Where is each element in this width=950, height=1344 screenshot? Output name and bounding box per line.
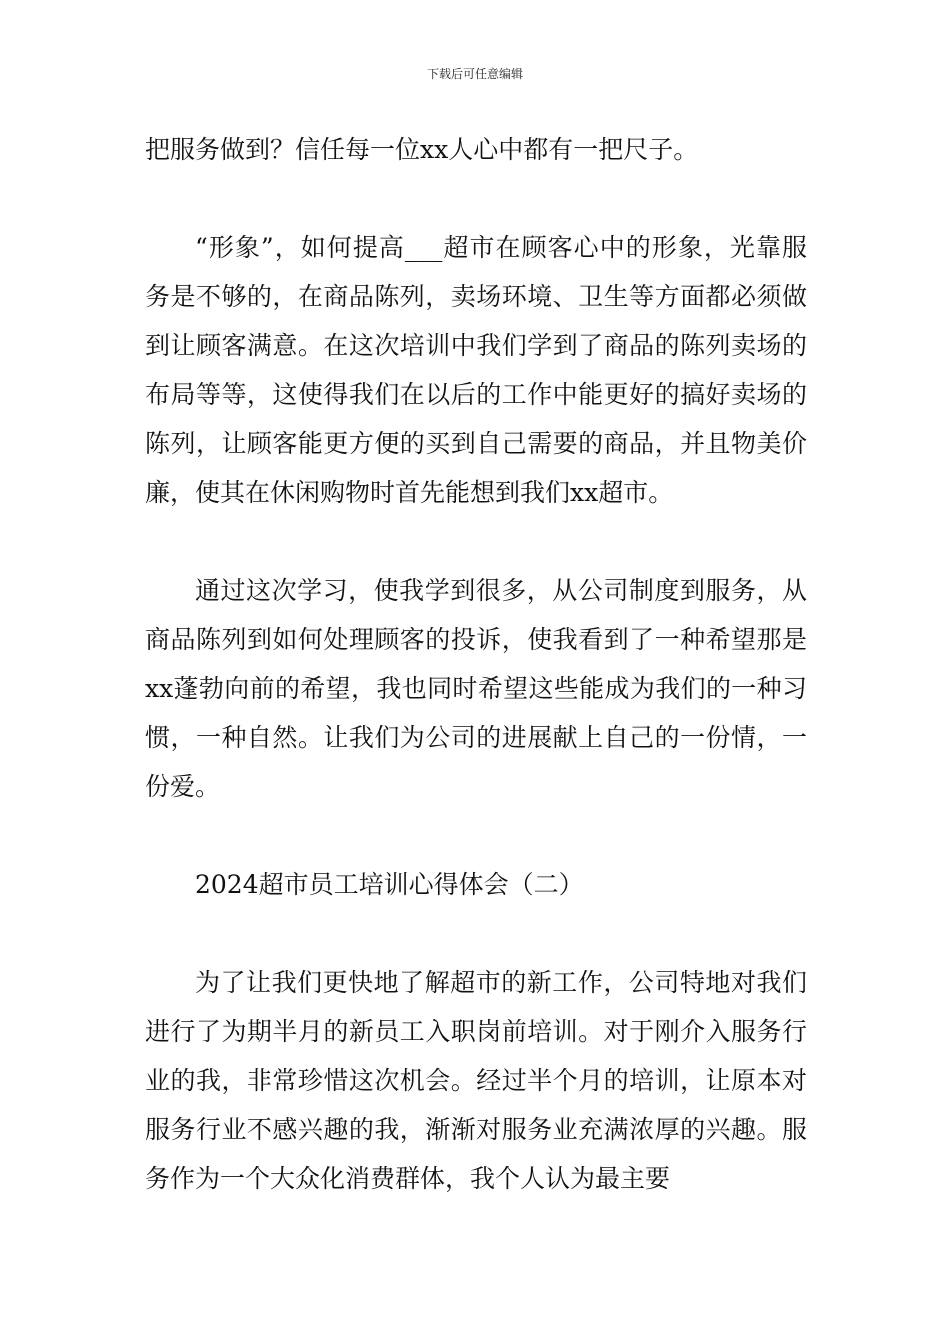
paragraph-summary: 通过这次学习，使我学到很多，从公司制度到服务，从商品陈列到如何处理顾客的投诉，使我看到了一种希望那是xx蓬勃向前的希望，我也同时希望这些能成为我们的一种习惯，一种自然。让我们为公司的进展献上自己的一份情，一份爱。 bbox=[145, 576, 807, 801]
paragraph-gap bbox=[145, 174, 807, 223]
paragraph-gap bbox=[145, 811, 807, 860]
paragraph-gap bbox=[145, 517, 807, 566]
paragraph-image: “形象”，如何提高___超市在顾客心中的形象，光靠服务是不够的，在商品陈列，卖场环境、卫生等方面都必须做到让顾客满意。在这次培训中我们学到了商品的陈列卖场的布局等等，这使得我们在以后的工作中能更好的搞好卖场的陈列，让顾客能更方便的买到自己需要的商品，并且物美价廉，使其在休闲购物时首先能想到我们xx超市。 bbox=[145, 233, 807, 507]
document-body bbox=[145, 125, 807, 1203]
paragraph-gap bbox=[145, 909, 807, 958]
page-header: 下载后可任意编辑 bbox=[426, 67, 523, 81]
section-title: 2024超市员工培训心得体会（二） bbox=[195, 870, 584, 899]
paragraph-continuation: 把服务做到？信任每一位xx人心中都有一把尺子。 bbox=[145, 135, 699, 164]
paragraph-intro: 为了让我们更快地了解超市的新工作，公司特地对我们进行了为期半月的新员工入职岗前培训。对于刚介入服务行业的我，非常珍惜这次机会。经过半个月的培训，让原本对服务行业不感兴趣的我，渐渐对服务业充满浓厚的兴趣。服务作为一个大众化消费群体，我个人认为最主要 bbox=[145, 968, 807, 1193]
